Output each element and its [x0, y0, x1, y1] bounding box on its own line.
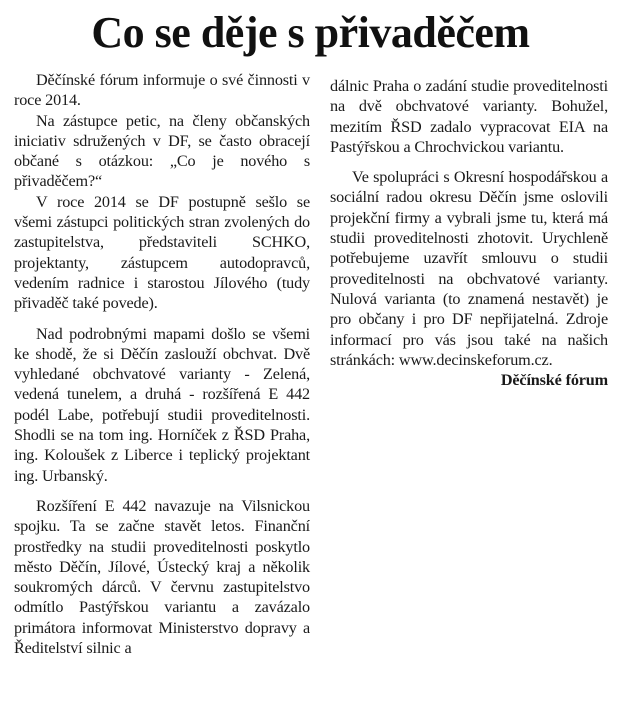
paragraph-e442: Rozšíření E 442 navazuje na Vilsnickou spojku. Ta se začne stavět letos. Finanční prostředky na studii proveditelnosti poskytlo město Děčín, Jílové, Ústecký kraj a několik soukromých dárců. V červnu zastupitelstvo odmítlo Pastýřskou variantu a zavázalo primátora informovat Ministerstvo dopravy a Ředitelství silnic a: [14, 496, 310, 658]
article-signature: Děčínské fórum: [500, 371, 608, 390]
paragraph-petitions: Na zástupce petic, na členy občanských iniciativ sdružených v DF, se často obracejí občané s otázkou: „Co je nového s přivaděčem?“: [14, 111, 310, 191]
paragraph-meetings: V roce 2014 se DF postupně sešlo se všemi zástupci politických stran zvolených do zastupitelstva, představiteli SCHKO, projektanty, zástupcem autodopravců, vedením radnice i starostou Jílového (tudy přivaděč také povede).: [14, 192, 310, 313]
right-column: [330, 76, 608, 390]
paragraph-maps: Nad podrobnými mapami došlo se všemi ke shodě, že si Děčín zaslouží obchvat. Dvě vyhledané obchvatové varianty - Zelená, vedená tunelem, a druhá - rozšířená E 442 podél Labe, potřebují studii proveditelnosti. Shodli se na tom ing. Horníček z ŘSD Praha, ing. Koloušek z Liberce i teplický projektant ing. Urbanský.: [14, 324, 310, 485]
paragraph-cooperation: Ve spolupráci s Okresní hospodářskou a sociální radou okresu Děčín jsme oslovili projekční firmy a vybrali jsme tu, která má studii proveditelnosti zhotovit. Urychleně potřebujeme uzavřít smlouvu o studii proveditelnosti na obchvatové varianty. Nulová varianta (to znamená nestavět) je pro občany i pro DF nepřijatelná. Zdroje informací pro vás jsou také na našich stránkách: www.decinskeforum.cz.: [330, 168, 608, 369]
paragraph-continuation: dálnic Praha o zadání studie proveditelnosti na dvě obchvatové varianty. Bohužel, mezitím ŘSD zadalo vypracovat EIA na Pastýřskou a Chrochvickou variantu.: [330, 77, 608, 156]
left-column: [14, 70, 310, 658]
paragraph-intro: Děčínské fórum informuje o své činnosti v roce 2014.: [14, 71, 310, 110]
article-headline: Co se děje s přivaděčem: [91, 8, 530, 57]
